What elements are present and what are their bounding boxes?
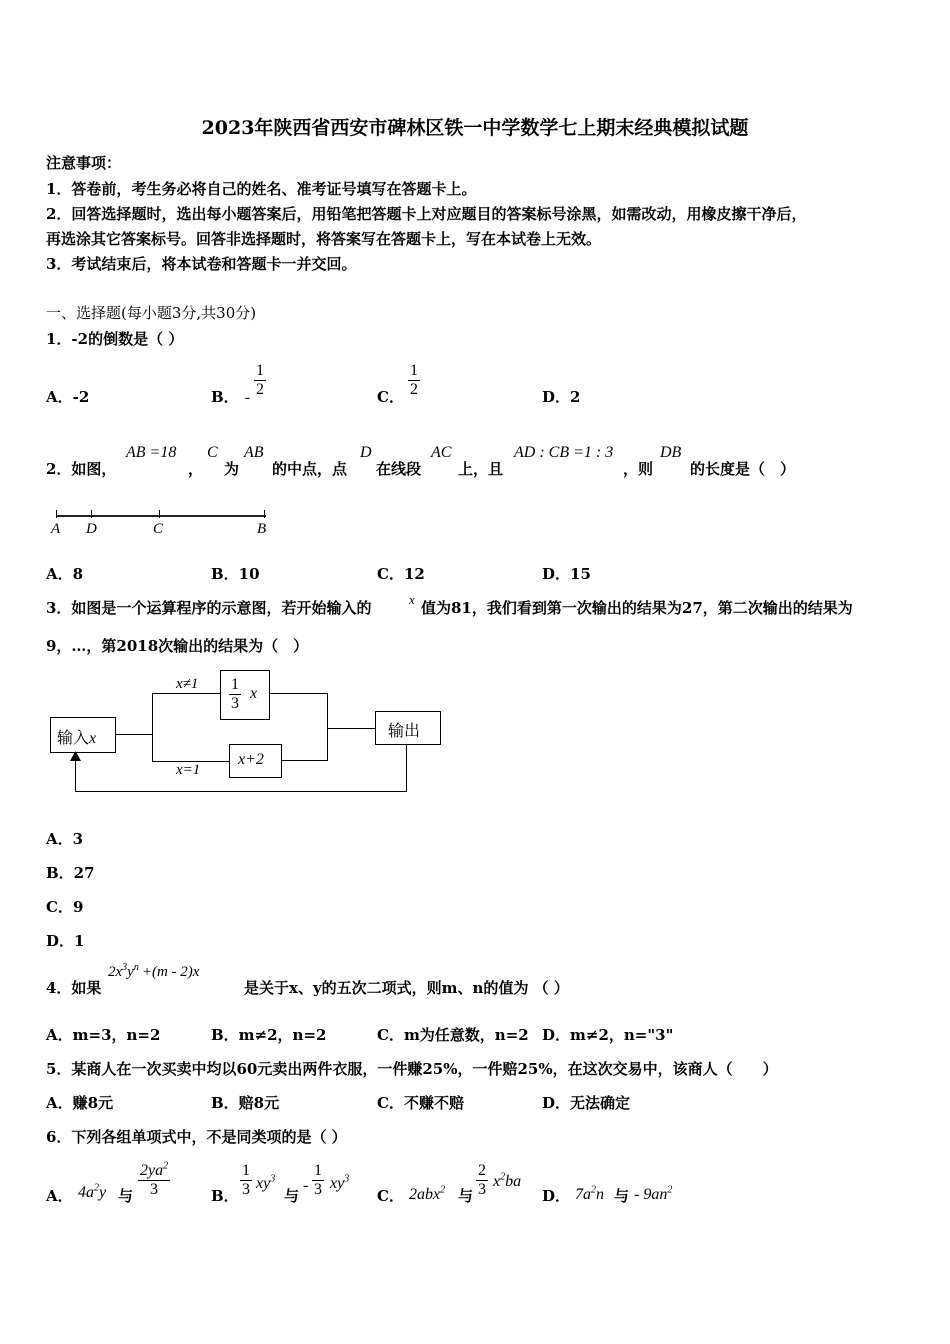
q4-option-c: C．m为任意数，n=2 [377,1026,529,1044]
flow-output-label: 输出 [388,721,421,740]
q2-text-6: ，则 [623,460,654,478]
q2-text-7: 的长度是（ ） [690,460,796,478]
q6-c-term2-var: $x^2ba$ [493,1171,522,1190]
q6-a-yu: 与 [118,1187,134,1205]
page-title: 2023年陕西省西安市碑林区铁一中学数学七上期末经典模拟试题 [201,117,749,139]
q6-b-minus: - [303,1177,309,1194]
flow-line-top-branch [152,693,220,694]
q2-label-a: A [51,521,61,537]
flow-input-var: x [89,730,97,747]
q3-option-b: B．27 [46,864,95,882]
q1-option-c: C． [377,388,404,406]
flow-line-bottom-out [281,760,327,761]
q2-tick-c [159,510,160,518]
q3-x: x [409,592,415,607]
q6-c-fraction: $\frac{2}{3}$ [478,1162,486,1198]
q2-option-d: D．15 [542,565,591,583]
q2-ac: AC [431,444,452,461]
q2-text-1: 2．如图， [46,460,117,478]
q2-text-5: 上，且 [458,460,504,478]
q3-option-d: D．1 [46,932,85,950]
q6-b-fraction-1: $\frac{1}{3}$ [242,1162,250,1198]
q1-option-b-fraction: $\frac{1}{2}$ [256,362,264,398]
q1-stem: 1．-2的倒数是（ ） [46,330,184,348]
q6-b-yu: 与 [284,1187,300,1205]
q1-option-a: A．-2 [46,388,90,406]
q6-c-yu: 与 [458,1187,474,1205]
notice-item-1: 1．答卷前，考生务必将自己的姓名、准考证号填写在答题卡上。 [46,180,477,198]
q2-comma: ， [188,460,204,478]
q2-label-d: D [86,521,97,537]
q6-c-term1: 2abx$^2$ [409,1184,446,1203]
q2-option-c: C．12 [377,565,425,583]
flow-op-top-box [220,670,270,720]
q6-option-c: C． [377,1187,404,1205]
q6-b-term2-var: $xy^3$ [330,1173,350,1192]
q2-tick-d [91,510,92,518]
flow-line-left-split [152,693,153,762]
q6-option-d: D． [542,1187,571,1205]
flow-op-top-var: x [250,685,258,702]
q1-option-c-fraction: $\frac{1}{2}$ [410,362,418,398]
flow-op-bottom-box [229,744,282,778]
notice-item-2: 2．回答选择题时，选出每小题答案后，用铅笔把答题卡上对应题目的答案标号涂黑，如需改动，用橡皮擦干净后， [46,205,807,223]
q2-c: C [207,444,218,461]
q2-ab: AB [244,444,264,461]
flow-cond-top: x≠1 [176,676,199,692]
q2-text-4: 在线段 [376,460,422,478]
notice-heading: 注意事项： [46,154,122,172]
q3-option-a: A．3 [46,830,84,848]
q5-option-a: A．赚8元 [46,1094,114,1112]
q4-expression: $2x^3y^n +(m - 2)x$ [108,962,200,980]
q1-option-d: D．2 [542,388,581,406]
q4-option-a: A．m=3，n=2 [46,1026,161,1044]
q6-stem: 6．下列各组单项式中，不是同类项的是（ ） [46,1128,347,1146]
q3-line-2: 9，…，第2018次输出的结果为（ ） [46,637,309,655]
q4-text-1: 4．如果 [46,979,102,997]
flow-line-top-out [269,693,327,694]
flow-line-to-output [327,728,375,729]
q4-option-d: D．m≠2，n="3" [542,1026,674,1044]
q6-option-b: B． [211,1187,239,1205]
flow-cond-bottom: x=1 [176,762,201,778]
flow-op-bottom: x+2 [238,751,264,768]
q3-line-1a: 3．如图是一个运算程序的示意图，若开始输入的 [46,599,372,617]
q2-option-b: B．10 [211,565,260,583]
q3-option-c: C．9 [46,898,84,916]
q2-text-2: 为 [224,460,240,478]
flow-input-box [50,717,116,753]
q2-tick-b [264,510,265,518]
flow-line-input-out [115,734,152,735]
q6-b-fraction-2: $\frac{1}{3}$ [314,1162,322,1198]
q2-text-3: 的中点，点 [272,460,348,478]
q6-a-fraction: $\frac{2ya^2}{3}$ [140,1160,169,1198]
q2-option-a: A．8 [46,565,84,583]
q6-option-a: A． [46,1187,73,1205]
notice-item-3: 3．考试结束后，将本试卷和答题卡一并交回。 [46,255,357,273]
q2-tick-a [56,510,57,518]
flow-line-right-merge [327,693,328,761]
flow-line-feedback-up [75,758,76,792]
q6-d-term2: - $9an^2$ [634,1184,673,1203]
q2-d: D [360,444,372,461]
notice-item-2-cont: 再选涂其它答案标号。回答非选择题时，将答案写在答题卡上，写在本试卷上无效。 [46,230,602,248]
q4-option-b: B．m≠2，n=2 [211,1026,327,1044]
q5-option-d: D．无法确定 [542,1094,631,1112]
q5-option-c: C．不赚不赔 [377,1094,464,1112]
q5-stem: 5．某商人在一次买卖中均以60元卖出两件衣服，一件赚25%，一件赔25%，在这次交易中，该商人（ ） [46,1060,778,1078]
q6-d-yu: 与 [614,1187,630,1205]
q2-ab18: AB =18 [126,444,177,461]
q6-a-term1: $4a^2y$ [78,1182,107,1201]
q2-db: DB [660,444,682,461]
flow-op-top-fraction: $\frac{1}{3}$ [231,676,239,712]
flow-output-box [375,711,441,745]
q1-option-b: B． - [211,388,251,406]
q4-text-2: 是关于x、y的五次二项式，则m、n的值为 （ ） [244,979,569,997]
q5-option-b: B．赔8元 [211,1094,280,1112]
q2-label-b: B [257,521,267,537]
flow-arrow-up-icon [70,751,81,761]
q2-segment-line [56,515,266,517]
q6-b-term1-var: $xy^3$ [256,1173,276,1192]
q3-line-1b: 值为81，我们看到第一次输出的结果为27，第二次输出的结果为 [421,599,853,617]
flow-line-feedback-bottom [75,791,407,792]
q2-label-c: C [153,521,164,537]
q6-d-term1: $7a^2n$ [575,1184,604,1203]
q2-ratio: AD : CB =1 : 3 [514,444,614,461]
flow-input-label: 输入 [57,728,90,747]
flow-line-feedback-down [406,744,407,792]
section-heading: 一、选择题(每小题3分,共30分) [46,304,257,322]
